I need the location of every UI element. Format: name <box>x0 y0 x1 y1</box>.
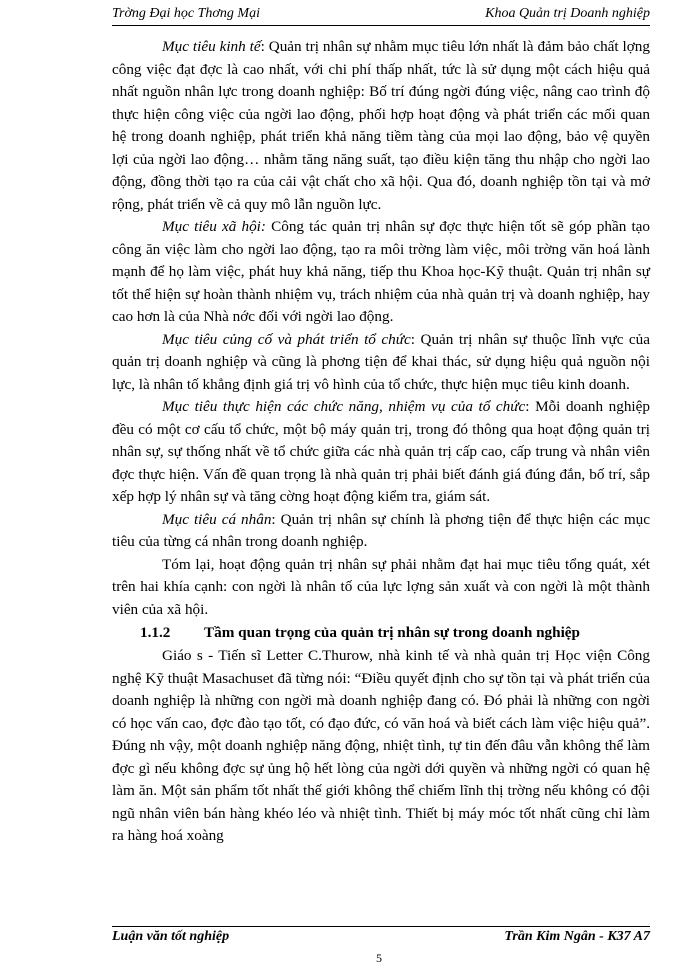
header-faculty: Khoa Quản trị Doanh nghiệp <box>485 6 650 21</box>
header-rule <box>112 25 650 26</box>
paragraph-lead: Mục tiêu xã hội: <box>162 218 266 235</box>
paragraph-summary <box>112 554 650 622</box>
page-footer <box>112 929 650 951</box>
paragraph-text: : Quản trị nhân sự thuộc lĩnh vực của quản trị doanh nghiệp và cũng là phơng tiện để khai thác, sử dụng hiệu quả nguồn nội lực, là nhân tố khẳng định giá trị vô hình của tổ chức, thực hiện mục tiêu kinh doanh. <box>112 330 650 393</box>
paragraph-function-goal <box>112 396 650 509</box>
paragraph-text: : Mỗi doanh nghiệp đều có một cơ cấu tổ chức, một bộ máy quản trị, trong đó thông qua hoạt động quản trị nhân sự, sự thống nhất về tổ chức giữa các nhà quản trị cấp cao, cấp trung và nhân viên đợc thực hiện. Vấn đề quan trọng là nhà quản trị phải biết đánh giá đúng đắn, bố trí, sắp xếp hợp lý nhân sự và tăng cờng hoạt động kiểm tra, giám sát. <box>112 398 650 505</box>
paragraph-text: : Quản trị nhân sự chính là phơng tiện để thực hiện các mục tiêu của từng cá nhân trong doanh nghiệp. <box>112 510 650 550</box>
paragraph-text: : Quản trị nhân sự nhằm mục tiêu lớn nhất là đảm bảo chất lợng công việc đạt đợc là cao nhất, với chi phí thấp nhất, tức là sử dụng một cách hiệu quả nhất nguồn nhân lực trong doanh nghiệp: Bố trí đúng ngời đúng việc, nâng cao trình độ thực hiện công việc của ngời lao động, phối hợp hoạt động và phát triển các mối quan hệ trong doanh nghiệp, phát triển khả năng tiềm tàng của mọi lao động, bảo vệ quyền lợi của ngời lao động… nhằm tăng năng suất, tạo điều kiện tăng thu nhập cho ngời lao động, đồng thời tạo ra của cải vật chất cho xã hội. Qua đó, doanh nghiệp tồn tại và mở rộng, phát triển về cả quy mô lẫn nguồn lực. <box>112 38 650 213</box>
paragraph-lead: Mục tiêu cá nhân <box>162 510 272 528</box>
paragraph-organization-goal <box>112 329 650 397</box>
paragraph-lead: Mục tiêu kinh tế <box>162 38 261 55</box>
paragraph-section-body: Giáo s - Tiến sĩ Letter C.Thurow, nhà kinh tế và nhà quản trị Học viện Công nghệ Kỹ thuật Masachuset đã từng nói: “Điều quyết định cho sự tồn tại và phát triển của doanh nghiệp là những con ngời mà doanh nghiệp đang có. Đó phải là những con ngời có học vấn cao, đợc đào tạo tốt, có đạo đức, có văn hoá và biết cách làm việc hiệu quả”. Đúng nh vậy, một doanh nghiệp năng động, nhiệt tình, tự tin đến đâu vẫn không thể làm đợc gì nếu không đợc sự ủng hộ hết lòng của ngời dới quyền và những ngời có quan hệ làm ăn. Một sản phẩm tốt nhất thế giới không thể chiếm lĩnh thị trờng nếu không có đội ngũ nhân viên bán hàng khéo léo và nhiệt tình. Thiết bị máy móc tốt nhất cũng chỉ làm ra hàng hoá xoàng <box>112 647 650 844</box>
paragraph-economic-goal <box>112 36 650 216</box>
page-number: 5 <box>376 951 382 965</box>
footer-thesis-label: Luận văn tốt nghiệp <box>112 929 230 944</box>
footer-author: Trần Kim Ngân - K37 A7 <box>504 929 650 944</box>
section-title: Tầm quan trọng của quản trị nhân sự trong doanh nghiệp <box>204 624 580 641</box>
section-heading <box>112 621 650 645</box>
document-body <box>112 36 650 848</box>
section-number: 1.1.2 <box>140 624 171 641</box>
header-school: Trờng Đại học Thơng Mại <box>112 6 260 21</box>
paragraph-lead: Mục tiêu thực hiện các chức năng, nhiệm vụ của tổ chức <box>162 398 526 415</box>
paragraph-social-goal <box>112 216 650 329</box>
paragraph-personal-goal <box>112 509 650 554</box>
paragraph-text: Công tác quản trị nhân sự đợc thực hiện tốt sẽ góp phần tạo công ăn việc làm cho ngời lao động, tạo ra môi trờng làm việc, môi trờng văn hoá lành mạnh để họ làm việc, phát huy khả năng, tiếp thu Khoa học-Kỹ thuật. Quản trị nhân sự tốt thể hiện sự hoàn thành nhiệm vụ, trách nhiệm của nhà quản trị và doanh nghiệp, hay cao hơn là của Nhà nớc đối với ngời lao động. <box>112 218 650 325</box>
footer-rule <box>112 926 650 927</box>
paragraph-lead: Mục tiêu củng cố và phát triển tổ chức <box>162 330 411 348</box>
paragraph-text: Tóm lại, hoạt động quản trị nhân sự phải nhằm đạt hai mục tiêu tổng quát, xét trên hai khía cạnh: con ngời là nhân tố của lực lợng sản xuất và con ngời là một thành viên của xã hội. <box>112 555 650 618</box>
page-header <box>112 4 650 26</box>
